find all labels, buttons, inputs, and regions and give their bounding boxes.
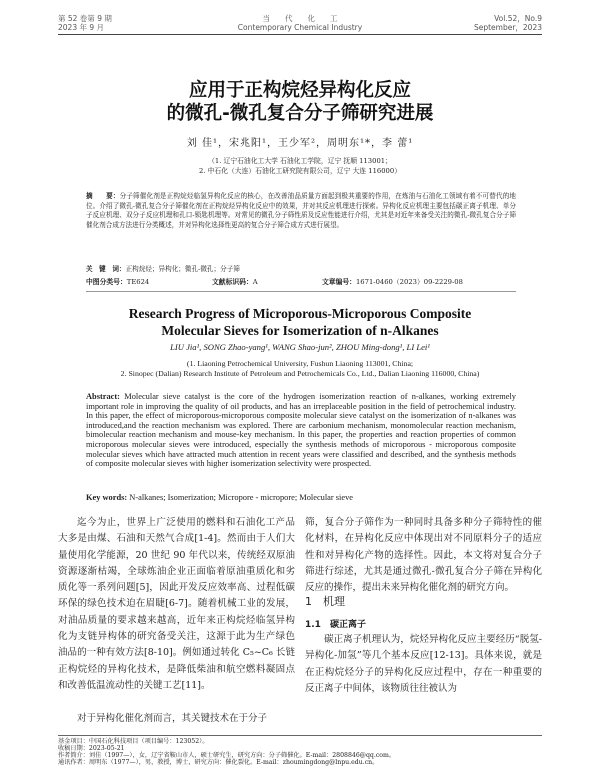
body-left-paragraph-1: 迄今为止，世界上广泛使用的燃料和石油化工产品大多是由煤、石油和天然气合成[1-4]。然而由于人们大量使用化学能源，20 世纪 90 年代以来，传统经双原油资源逐渐枯竭，全球炼油企业正面临着原油重质化和劣质化等一系列问题[5]，因此开发反应效率高、过程低碳环保的绿色技术迫在眉睫[6-7]。随着机械工业的发展，对油品质量的要求越来越高，近年来正构烷烃临氢异构化为支链异构体的研究备受关注，这源于此为生产绿色油品的一种有效方法[8-10]。例如通过转化 C₅~C₆ 长链正构烷烃的异构化技术，是降低柴油和航空燃料凝固点和改善低温流动性的关键工艺[11]。 — [58, 517, 295, 691]
header-rule — [58, 34, 542, 35]
doc-code — [212, 278, 258, 287]
abstract-cn — [86, 192, 516, 230]
body-right-paragraph-2: 碳正离子机理认为，烷烃异构化反应主要经历“脱氢-异构化-加氢”等几个基本反应[12-13]。具体来说，就是在正构烷烃分子的异构化反应过程中，存在一种重要的反正离子中间体，该物质往往被认为 — [305, 634, 542, 694]
article-id-label: 文章编号： — [322, 278, 356, 286]
affiliation-en-1: (1. Liaoning Petrochemical University, Fushun Liaoning 113001, China; — [186, 359, 414, 368]
title-cn-line1: 应用于正构烷烃异构化反应 — [188, 80, 411, 101]
journal-date: 2023 年 9 月 — [58, 23, 105, 32]
authors-en: LIU Jia¹, SONG Zhao-yang¹, WANG Shao-jun², ZHOU Ming-dong¹, LI Lei¹ — [170, 342, 430, 352]
keywords-en — [86, 493, 516, 503]
footnote-corresponding: 通讯作者：周明东（1977—），男，教授，博士，研究方向：催化裂化。E-mail：zhoumingdong@lnpu.edu.cn。 — [58, 759, 379, 766]
doc-code-value: A — [252, 278, 258, 286]
keywords-cn — [86, 265, 516, 274]
keywords-en-text: N-alkanes; Isomerization; Micropore - micropore; Molecular sieve — [129, 493, 353, 502]
abstract-en-text: Molecular sieve catalyst is the core of the hydrogen isomerization reaction of n-alkanes, working extremely important role in improving the quality of oil products, and has an irreplaceable position in the field of petrochemical industry. In this paper, the effect of microporous-microporous composite molecular sieve catalyst on the isomerization of n-alkanes was introduced,and the reaction mechanism was explored. There are carbonium mechanism, monomolecular reaction mechanism, bimolecular reaction mechanism and mouse-key mechanism. In this paper, the properties and reaction properties of common microporous molecular sieves were introduced, especially the synthesis methods of microporous - microporous composite molecular sieves which have attracted much attention in recent years were classified and described, and the synthesis methods of composite molecular sieves with higher isomerization selectivity were prospected. — [86, 392, 516, 469]
title-en-line1: Research Progress of Microporous-Microporous Composite — [128, 306, 472, 321]
journal-name-cn: 当 代 化 工 — [262, 14, 338, 23]
article-id-value: 1671-0460（2023）09-2229-08 — [355, 278, 463, 286]
abstract-cn-label: 摘 要： — [86, 192, 120, 200]
journal-name-en: Contemporary Chemical Industry — [237, 23, 363, 32]
abstract-cn-text: 分子筛催化剂是正构烷烃临氢异构化反应的核心，在改善油品质量方面起到极其重要的作用，在炼油与石油化工领域有着不可替代的地位。介绍了微孔-微孔复合分子筛催化剂在正构烷烃异构化反应中的效果，并对其反应机理进行探索。异构化反应机理主要包括碳正离子机理、单分子反应机理、双分子反应机理和孔口-锁匙机理等。对常见的微孔分子筛性质及反应性能进行介绍，尤其是对近年来备受关注的微孔-微孔复合分子筛催化剂合成方法进行分类概述，并对异构化选择性更高的复合分子筛合成方式进行展望。 — [86, 192, 517, 229]
article-id — [322, 278, 463, 287]
body-right-paragraph-1: 筛，复合分子筛作为一种同时具备多种分子筛特性的催化材料，在异构化反应中体现出对不同原料分子的适应性和对异构化产物的选择性。因此，本文将对复合分子筛进行综述，尤其是通过微孔-微孔复合分子筛在异构化反应的操作，提出未来异构化催化剂的研究方向。 — [305, 517, 542, 594]
footnote-fund: 基金项目：中国石化科技项目（项目编号：123052）。 — [58, 738, 209, 745]
abstract-en — [86, 392, 516, 469]
keywords-cn-label: 关 键 词： — [86, 265, 126, 273]
clc-number — [86, 278, 149, 287]
clc-label: 中图分类号： — [86, 278, 127, 286]
abstract-divider — [86, 291, 516, 292]
footnote-received: 收稿日期：2023-05-21 — [58, 745, 125, 752]
header-left — [58, 14, 112, 32]
subsection-title: 碳正离子 — [329, 620, 366, 630]
body-left-paragraph-2: 对于异构化催化剂而言，其关键技术在于分子 — [77, 713, 268, 724]
section-title: 机理 — [323, 595, 345, 608]
volume-en: Vol.52，No.9 — [494, 14, 542, 23]
subsection-number: 1.1 — [305, 620, 321, 630]
title-en-line2: Molecular Sieves for Isomerization of n-Alkanes — [161, 323, 439, 338]
header-right — [400, 14, 542, 32]
affiliation-cn-2: 2. 中石化（大连）石油化工研究院有限公司，辽宁 大连 116000） — [198, 167, 402, 175]
affiliation-cn-1: （1. 辽宁石油化工大学 石油化工学院，辽宁 抚顺 113001； — [208, 157, 392, 165]
keywords-en-label: Key words: — [86, 493, 128, 502]
clc-value: TE624 — [126, 278, 150, 286]
abstract-en-label: Abstract: — [86, 392, 120, 401]
affiliation-en-2: 2. Sinopec (Dalian) Research Institute of Petroleum and Petrochemicals Co., Ltd., Dalian Liaoning 116000, China) — [120, 369, 480, 378]
section-number: 1 — [305, 595, 312, 608]
keywords-cn-text: 正构烷烃；异构化；微孔-微孔；分子筛 — [125, 265, 240, 273]
date-en: September，2023 — [473, 23, 542, 32]
header-center — [200, 14, 400, 32]
subsection-heading — [305, 619, 366, 631]
authors-cn: 刘 佳¹，宋兆阳¹，王少军²，周明东¹*，李 蕾¹ — [186, 138, 414, 149]
footnote-rule — [58, 735, 542, 736]
doc-code-label: 文献标识码： — [212, 278, 253, 286]
title-cn-line2: 的微孔-微孔复合分子筛研究进展 — [166, 103, 434, 124]
journal-volume: 第 52 卷第 9 期 — [58, 14, 112, 23]
section-heading — [305, 595, 345, 609]
footnote-author: 作者简介：刘佳（1997—），女，辽宁省鞍山市人，硕士研究生，研究方向：分子筛催化。E-mail：2808846@qq.com。 — [58, 752, 396, 759]
